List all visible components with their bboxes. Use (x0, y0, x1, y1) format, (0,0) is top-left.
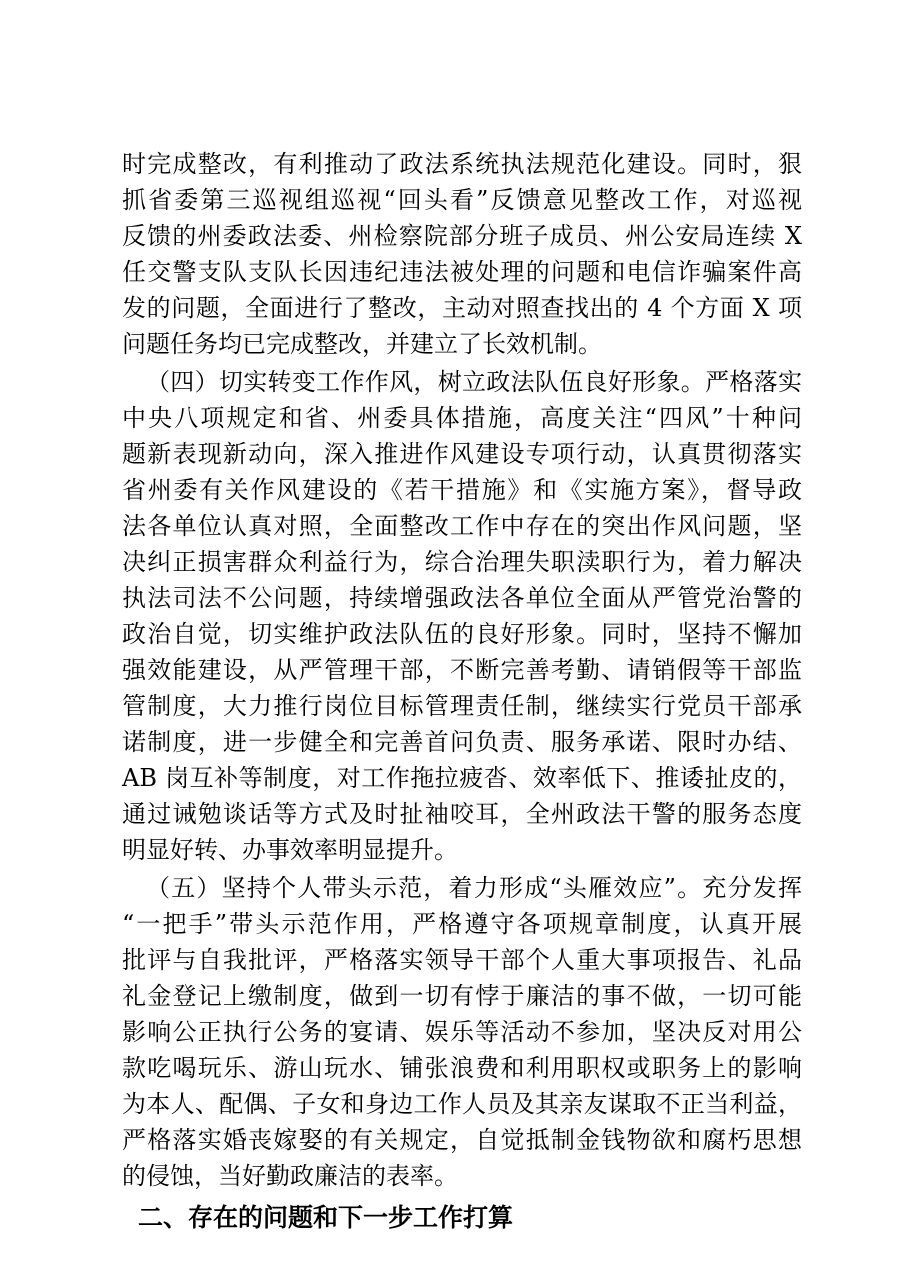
text-line: 款吃喝玩乐、游山玩水、铺张浪费和利用职权或职务上的影响 (122, 1054, 802, 1082)
text-line: 执法司法不公问题，持续增强政法各单位全面从严管党治警的 (122, 584, 802, 612)
text-line: 省州委有关作风建设的《若干措施》和《实施方案》，督导政 (122, 476, 802, 504)
text-line: 礼金登记上缴制度，做到一切有悖于廉洁的事不做，一切可能 (122, 982, 802, 1010)
text-line: 发的问题，全面进行了整改，主动对照查找出的 4 个方面 X 项 (122, 294, 802, 322)
text-line: 明显好转、办事效率明显提升。 (122, 836, 458, 864)
text-line: 时完成整改，有利推动了政法系统执法规范化建设。同时，狠 (122, 150, 802, 178)
text-line: 政治自觉，切实维护政法队伍的良好形象。同时，坚持不懈加 (122, 620, 802, 648)
text-line: 管制度，大力推行岗位目标管理责任制，继续实行党员干部承 (122, 692, 802, 720)
text-line: 任交警支队支队长因违纪违法被处理的问题和电信诈骗案件高 (122, 258, 802, 286)
text-line-paragraph-start: （五）坚持个人带头示范，着力形成“头雁效应”。充分发挥 (146, 874, 802, 902)
text-line: 法各单位认真对照，全面整改工作中存在的突出作风问题，坚 (122, 512, 802, 540)
text-line: 强效能建设，从严管理干部，不断完善考勤、请销假等干部监 (122, 656, 802, 684)
text-line: 通过诫勉谈话等方式及时扯袖咬耳，全州政法干警的服务态度 (122, 800, 802, 828)
text-line: 批评与自我批评，严格落实领导干部个人重大事项报告、礼品 (122, 946, 802, 974)
text-line: 严格落实婚丧嫁娶的有关规定，自觉抵制金钱物欲和腐朽思想 (122, 1126, 802, 1154)
text-line: 问题任务均已完成整改，并建立了长效机制。 (122, 330, 602, 358)
text-line: “一把手”带头示范作用，严格遵守各项规章制度，认真开展 (122, 910, 802, 938)
text-line: 决纠正损害群众利益行为，综合治理失职渎职行为，着力解决 (122, 548, 802, 576)
text-line: 影响公正执行公务的宴请、娱乐等活动不参加，坚决反对用公 (122, 1018, 802, 1046)
text-line: 为本人、配偶、子女和身边工作人员及其亲友谋取不正当利益， (122, 1090, 802, 1118)
text-line: 题新表现新动向，深入推进作风建设专项行动，认真贯彻落实 (122, 440, 802, 468)
text-line: 抓省委第三巡视组巡视“回头看”反馈意见整改工作，对巡视 (122, 186, 802, 214)
text-line: 中央八项规定和省、州委具体措施，高度关注“四风”十种问 (122, 404, 802, 432)
section-heading: 二、存在的问题和下一步工作打算 (138, 1203, 514, 1232)
text-line: 的侵蚀，当好勤政廉洁的表率。 (122, 1162, 458, 1190)
text-line-paragraph-start: （四）切实转变工作作风，树立政法队伍良好形象。严格落实 (146, 368, 802, 396)
text-line: 诺制度，进一步健全和完善首问负责、服务承诺、限时办结、 (122, 728, 802, 756)
text-line: 反馈的州委政法委、州检察院部分班子成员、州公安局连续 X (122, 222, 802, 250)
text-line: AB 岗互补等制度，对工作拖拉疲沓、效率低下、推诿扯皮的， (122, 764, 802, 792)
